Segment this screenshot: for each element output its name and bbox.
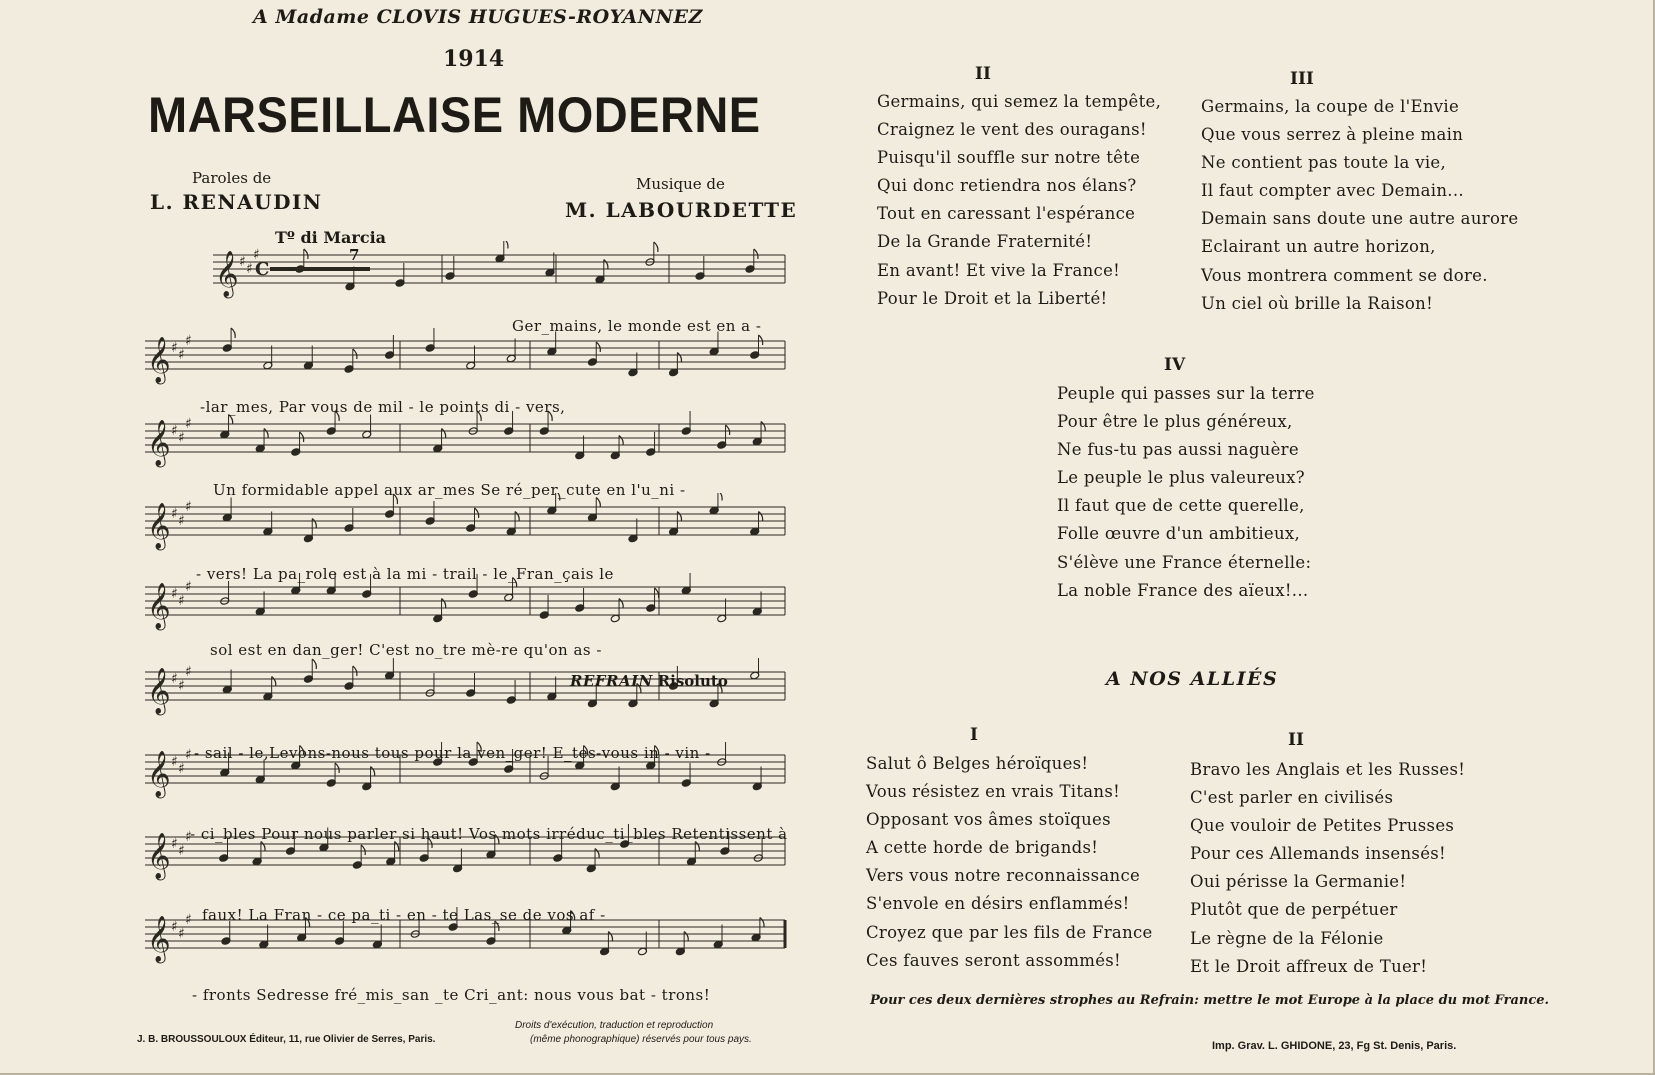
- treble-clef-icon: 𝄞: [147, 833, 171, 879]
- sharp-icon: ♯: [253, 247, 260, 263]
- note-flag: [595, 849, 599, 859]
- note-flag: [754, 249, 758, 259]
- verse-line: La noble France des aïeux!...: [1057, 580, 1309, 600]
- note-flag: [759, 335, 763, 345]
- note-flag: [619, 599, 623, 609]
- music-staff: [135, 493, 805, 553]
- verse-line: Le peuple le plus valeureux?: [1057, 468, 1305, 488]
- sharp-icon: ♯: [178, 513, 185, 529]
- note-flag: [619, 436, 623, 446]
- verse-line: Il faut compter avec Demain...: [1201, 181, 1464, 201]
- verse-line: Plutôt que de perpétuer: [1190, 900, 1398, 920]
- note-flag: [515, 512, 519, 522]
- treble-clef-icon: 𝄞: [147, 751, 171, 797]
- note-flag: [304, 249, 308, 259]
- verse-line: Folle œuvre d'un ambitieux,: [1057, 524, 1301, 544]
- sharp-icon: ♯: [178, 430, 185, 446]
- note-flag: [371, 767, 375, 777]
- note-flag: [761, 422, 765, 432]
- sharp-icon: ♯: [246, 261, 253, 277]
- verse-line: Craignez le vent des ouragans!: [877, 120, 1147, 140]
- allies-heading: A NOS ALLIÉS: [1106, 668, 1279, 690]
- treble-clef-icon: 𝄞: [147, 337, 171, 383]
- stanza-iii-numeral: III: [1290, 69, 1314, 89]
- verse-line: De la Grande Fraternité!: [877, 232, 1093, 252]
- stanza-iv-numeral: IV: [1164, 355, 1186, 375]
- verse-line: Pour être le plus généreux,: [1057, 412, 1293, 432]
- note-flag: [361, 845, 365, 855]
- composer-name: M. LABOURDETTE: [565, 198, 798, 222]
- note-flag: [229, 415, 233, 425]
- allies-ii-numeral: II: [1288, 730, 1304, 750]
- sharp-icon: ♯: [171, 754, 178, 770]
- treble-clef-icon: 𝄞: [147, 916, 171, 962]
- lyrics-credit-label: Paroles de: [192, 169, 272, 187]
- sharp-icon: ♯: [178, 843, 185, 859]
- sharp-icon: ♯: [171, 836, 178, 852]
- verse-line: Vous résistez en vrais Titans!: [866, 782, 1121, 802]
- treble-clef-icon: 𝄞: [147, 668, 171, 714]
- note-flag: [395, 842, 399, 852]
- verse-line: Le règne de la Félonie: [1190, 928, 1384, 948]
- verse-line: Et le Droit affreux de Tuer!: [1190, 956, 1428, 976]
- dedication: A Madame CLOVIS HUGUES-ROYANNEZ: [253, 6, 703, 28]
- allies-stanza-ii: [1190, 756, 1465, 981]
- lyric-line-2: -lar_mes, Par vous de mil - le points di - vers,: [200, 398, 566, 416]
- treble-clef-icon: 𝄞: [147, 583, 171, 629]
- note-flag: [596, 342, 600, 352]
- allies-stanza-i: [866, 750, 1153, 975]
- sharp-icon: ♯: [171, 506, 178, 522]
- verse-line: Peuple qui passes sur la terre: [1057, 384, 1315, 403]
- note-flag: [677, 512, 681, 522]
- verse-line: S'envole en désirs enflammés!: [866, 894, 1130, 914]
- sharp-icon: ♯: [178, 593, 185, 609]
- treble-clef-icon: 𝄞: [215, 251, 239, 297]
- treble-clef-icon: 𝄞: [147, 503, 171, 549]
- verse-line: Croyez que par les fils de France: [866, 922, 1153, 942]
- note-flag: [684, 932, 688, 942]
- note-flag: [760, 918, 764, 928]
- lyric-line-3: Un formidable appel aux ar_mes Se ré_per_cute en l'u_ni -: [213, 481, 686, 499]
- note-flag: [353, 666, 357, 676]
- note-flag: [272, 677, 276, 687]
- allies-i-numeral: I: [970, 725, 978, 745]
- sharp-icon: ♯: [185, 416, 192, 432]
- note-flag: [504, 241, 508, 249]
- verse-line: S'élève une France éternelle:: [1057, 552, 1312, 572]
- note-flag: [442, 599, 446, 609]
- stanza-ii: [877, 88, 1161, 313]
- lyric-line-7: - ci_bles Pour nous parler si haut! Vos mots irréduc_ti_bles Retentissent à: [190, 825, 788, 843]
- note-flag: [353, 349, 357, 359]
- stanza-iv: [1057, 380, 1315, 605]
- verse-line: Ne fus-tu pas aussi naguère: [1057, 440, 1299, 460]
- note-flag: [677, 353, 681, 363]
- lyric-line-6: - sail - le,Levons-nous tous pour la ven_ger! E_tes-vous in - vin -: [194, 744, 711, 762]
- sharp-icon: ♯: [185, 747, 192, 763]
- verse-line: Oui périsse la Germanie!: [1190, 872, 1407, 892]
- sharp-icon: ♯: [185, 829, 192, 845]
- verse-line: Demain sans doute une autre aurore: [1201, 209, 1519, 229]
- verse-line: Opposant vos âmes stoïques: [866, 810, 1111, 830]
- sharp-icon: ♯: [178, 678, 185, 694]
- note-flag: [596, 498, 600, 508]
- note-flag: [726, 425, 730, 435]
- sharp-icon: ♯: [185, 579, 192, 595]
- lyric-line-8: faux! La Fran - ce pa_ti - en - te Las_se de vos af -: [202, 906, 606, 924]
- sharp-icon: ♯: [171, 340, 178, 356]
- sharp-icon: ♯: [178, 761, 185, 777]
- year: 1914: [443, 46, 505, 72]
- tempo-marking: Tº di Marcia: [275, 228, 387, 247]
- rights-line-2: (même phonographique) réservés pour tous pays.: [530, 1034, 752, 1045]
- music-credit-label: Musique de: [636, 175, 725, 193]
- verse-line: Ne contient pas toute la vie,: [1201, 153, 1447, 173]
- note-flag: [759, 512, 763, 522]
- note-flag: [655, 588, 659, 598]
- lyricist-name: L. RENAUDIN: [150, 190, 323, 214]
- sharp-icon: ♯: [178, 926, 185, 942]
- verse-line: Il faut que de cette querelle,: [1057, 496, 1305, 516]
- verse-line: Ces fauves seront assommés!: [866, 950, 1121, 970]
- sharp-icon: ♯: [185, 664, 192, 680]
- note-flag: [695, 842, 699, 852]
- sharp-icon: ♯: [185, 912, 192, 928]
- note-flag: [312, 659, 316, 669]
- note-flag: [312, 519, 316, 529]
- lyric-line-5: sol est en dan_ger! C'est no_tre mè-re qu'on as -: [210, 641, 602, 659]
- song-title: MARSEILLAISE MODERNE: [148, 87, 761, 143]
- verse-line: Que vouloir de Petites Prusses: [1190, 816, 1455, 836]
- music-staff: [135, 241, 805, 301]
- verse-line: Salut ô Belges héroïques!: [866, 754, 1089, 773]
- lyric-line-4: - vers! La pa_role est à la mi - trail - le_Fran_çais le: [196, 565, 614, 583]
- sharp-icon: ♯: [178, 347, 185, 363]
- note-flag: [718, 493, 722, 501]
- refrain-note: Pour ces deux dernières strophes au Refrain: mettre le mot Europe à la place du mot France.: [870, 993, 1550, 1008]
- sharp-icon: ♯: [171, 586, 178, 602]
- verse-line: Un ciel où brille la Raison!: [1201, 293, 1434, 313]
- treble-clef-icon: 𝄞: [147, 420, 171, 466]
- note-flag: [300, 432, 304, 442]
- note-flag: [654, 242, 658, 252]
- rights-line-1: Droits d'exécution, traduction et reproduction: [515, 1020, 714, 1031]
- sharp-icon: ♯: [239, 254, 246, 270]
- note-flag: [335, 763, 339, 773]
- verse-line: A cette horde de brigands!: [866, 838, 1099, 858]
- verse-line: Tout en caressant l'espérance: [877, 204, 1136, 224]
- verse-line: Que vous serrez à pleine main: [1201, 125, 1464, 145]
- verse-line: Germains, qui semez la tempête,: [877, 92, 1162, 111]
- verse-line: Pour le Droit et la Liberté!: [877, 288, 1108, 308]
- verse-line: C'est parler en civilisés: [1190, 788, 1394, 808]
- sharp-icon: ♯: [171, 919, 178, 935]
- rest-count: 7: [349, 246, 360, 264]
- sharp-icon: ♯: [171, 423, 178, 439]
- note-flag: [231, 328, 235, 338]
- verse-line: Vers vous notre reconnaissance: [866, 866, 1141, 886]
- music-staff: [135, 410, 805, 470]
- multi-measure-rest: [270, 267, 370, 271]
- verse-line: Bravo les Anglais et les Russes!: [1190, 760, 1466, 779]
- refrain-label: [570, 672, 728, 690]
- lyric-line-1: Ger_mains, le monde est en a -: [512, 317, 762, 335]
- verse-line: En avant! Et vive la France!: [877, 260, 1121, 280]
- music-staff: [135, 327, 805, 387]
- note-flag: [442, 429, 446, 439]
- publisher: J. B. BROUSSOULOUX Éditeur, 11, rue Olivier de Serres, Paris.: [137, 1034, 436, 1045]
- verse-line: Vous montrera comment se dore.: [1201, 265, 1488, 285]
- sharp-icon: ♯: [171, 671, 178, 687]
- refrain-marking: Risoluto: [657, 672, 728, 690]
- note-flag: [608, 932, 612, 942]
- lyric-line-9: - fronts Sedresse fré_mis_san _te Cri_ant: nous vous bat - trons!: [192, 986, 711, 1004]
- verse-line: Germains, la coupe de l'Envie: [1201, 97, 1460, 116]
- note-flag: [604, 260, 608, 270]
- verse-line: Pour ces Allemands insensés!: [1190, 844, 1446, 864]
- sharp-icon: ♯: [185, 333, 192, 349]
- sharp-icon: ♯: [185, 499, 192, 515]
- note-flag: [475, 508, 479, 518]
- verse-line: Eclairant un autre horizon,: [1201, 237, 1436, 257]
- refrain-word: REFRAIN: [570, 672, 653, 690]
- note-flag: [264, 429, 268, 439]
- common-time-icon: C: [255, 259, 270, 280]
- note-flag: [261, 842, 265, 852]
- stanza-iii: [1201, 93, 1518, 318]
- printer: Imp. Grav. L. GHIDONE, 23, Fg St. Denis, Paris.: [1212, 1040, 1457, 1052]
- verse-line: Qui donc retiendra nos élans?: [877, 176, 1137, 196]
- stanza-ii-numeral: II: [975, 64, 991, 84]
- verse-line: Puisqu'il souffle sur notre tête: [877, 148, 1141, 168]
